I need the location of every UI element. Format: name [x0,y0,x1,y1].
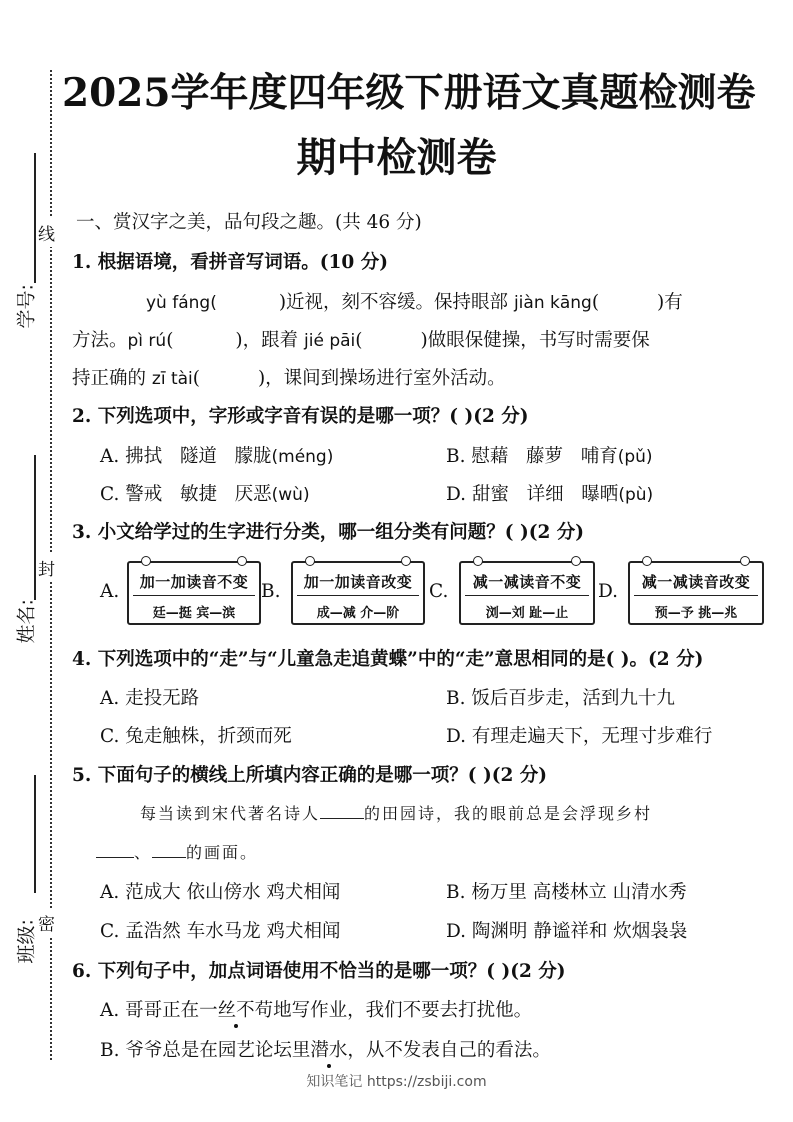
emphasis-dotted-word: 一丝不苟 [199,1000,274,1021]
cut-mark-mi: 密 [38,908,55,937]
question-6-option-b[interactable]: B. 爷爷总是在园艺论坛里潜水，从不发表自己的看法。 [100,1040,551,1061]
footer-watermark: 知识笔记 https://zsbiji.com [306,1074,487,1090]
pin-icon [141,556,151,566]
question-3-letter-a[interactable]: A. [100,581,120,602]
pin-icon [571,556,581,566]
question-3-letter-b[interactable]: B. [261,581,281,602]
pin-icon [642,556,652,566]
question-5-sentence-line-1: 每当读到宋代著名诗人 的田园诗，我的眼前总是会浮现乡村 [140,804,653,823]
question-4-option-c[interactable]: C. 兔走触株，折颈而死 [100,726,292,747]
question-3-letter-d[interactable]: D. [598,581,619,602]
question-5-option-b[interactable]: B. 杨万里 高楼林立 山清水秀 [446,882,687,903]
blank-poet[interactable] [320,802,364,819]
cut-mark-feng: 封 [38,553,55,582]
student-id-label: 学号: [15,284,38,329]
question-4-option-b[interactable]: B. 饭后百步走，活到九十九 [446,688,675,709]
question-3-card-b[interactable]: 加一加读音改变 成—减 介—阶 [291,561,425,625]
pin-icon [305,556,315,566]
section-heading: 一、赏汉字之美，品句段之趣。(共 46 分) [76,212,422,233]
pin-icon [401,556,411,566]
name-line [34,455,36,600]
question-2-option-a[interactable]: A. 拂拭 隧道 朦胧(méng) [100,446,334,467]
question-1-line-3: 持正确的 zī tài( )，课间到操场进行室外活动。 [72,368,506,389]
question-2-option-d[interactable]: D. 甜蜜 详细 曝晒(pù) [446,484,654,505]
page-title: 2025学年度四年级下册语文真题检测卷 [62,70,756,116]
question-5-stem: 5. 下面句子的横线上所填内容正确的是哪一项？( )(2 分) [72,765,548,786]
pin-icon [740,556,750,566]
question-6-option-a[interactable]: A. 哥哥正在一丝不苟地写作业，我们不要去打扰他。 [100,1000,533,1021]
question-3-card-d[interactable]: 减一减读音改变 预—予 挑—兆 [628,561,764,625]
question-4-option-a[interactable]: A. 走投无路 [100,688,200,709]
question-5-option-a[interactable]: A. 范成大 依山傍水 鸡犬相闻 [100,882,341,903]
class-line [34,775,36,893]
question-5-option-c[interactable]: C. 孟浩然 车水马龙 鸡犬相闻 [100,921,341,942]
name-label: 姓名: [15,599,38,644]
question-4-option-d[interactable]: D. 有理走遍天下，无理寸步难行 [446,726,713,747]
class-label: 班级: [15,919,38,964]
cut-mark-xian: 线 [38,218,55,247]
question-1-stem: 1. 根据语境，看拼音写词语。(10 分) [72,252,388,273]
question-6-stem: 6. 下列句子中，加点词语使用不恰当的是哪一项？( )(2 分) [72,961,566,982]
question-4-stem: 4. 下列选项中的“走”与“儿童急走追黄蝶”中的“走”意思相同的是( )。(2 分) [72,649,704,670]
blank-scene-1[interactable] [96,841,134,858]
question-2-option-b[interactable]: B. 慰藉 藤萝 哺育(pǔ) [446,446,653,467]
question-3-letter-c[interactable]: C. [429,581,449,602]
question-5-sentence-line-2: 、 的画面。 [96,840,258,863]
question-1-line-1: yù fáng( )近视，刻不容缓。保持眼部 jiàn kāng( )有 [146,292,683,313]
page-subtitle: 期中检测卷 [296,134,497,181]
question-2-stem: 2. 下列选项中，字形或字音有误的是哪一项？( )(2 分) [72,406,529,427]
pin-icon [473,556,483,566]
question-3-card-a[interactable]: 加一加读音不变 廷—挺 宾—滨 [127,561,261,625]
question-3-stem: 3. 小文给学过的生字进行分类，哪一组分类有问题？( )(2 分) [72,522,585,543]
pin-icon [237,556,247,566]
question-1-line-2: 方法。pì rú( )，跟着 jié pāi( )做眼保健操，书写时需要保 [72,330,650,351]
question-2-option-c[interactable]: C. 警戒 敏捷 厌恶(wù) [100,484,310,505]
emphasis-dotted-word: 潜水 [310,1040,348,1061]
question-3-card-c[interactable]: 减一减读音不变 浏—刘 趾—止 [459,561,595,625]
question-5-option-d[interactable]: D. 陶渊明 静谧祥和 炊烟袅袅 [446,921,688,942]
blank-scene-2[interactable] [152,841,186,858]
